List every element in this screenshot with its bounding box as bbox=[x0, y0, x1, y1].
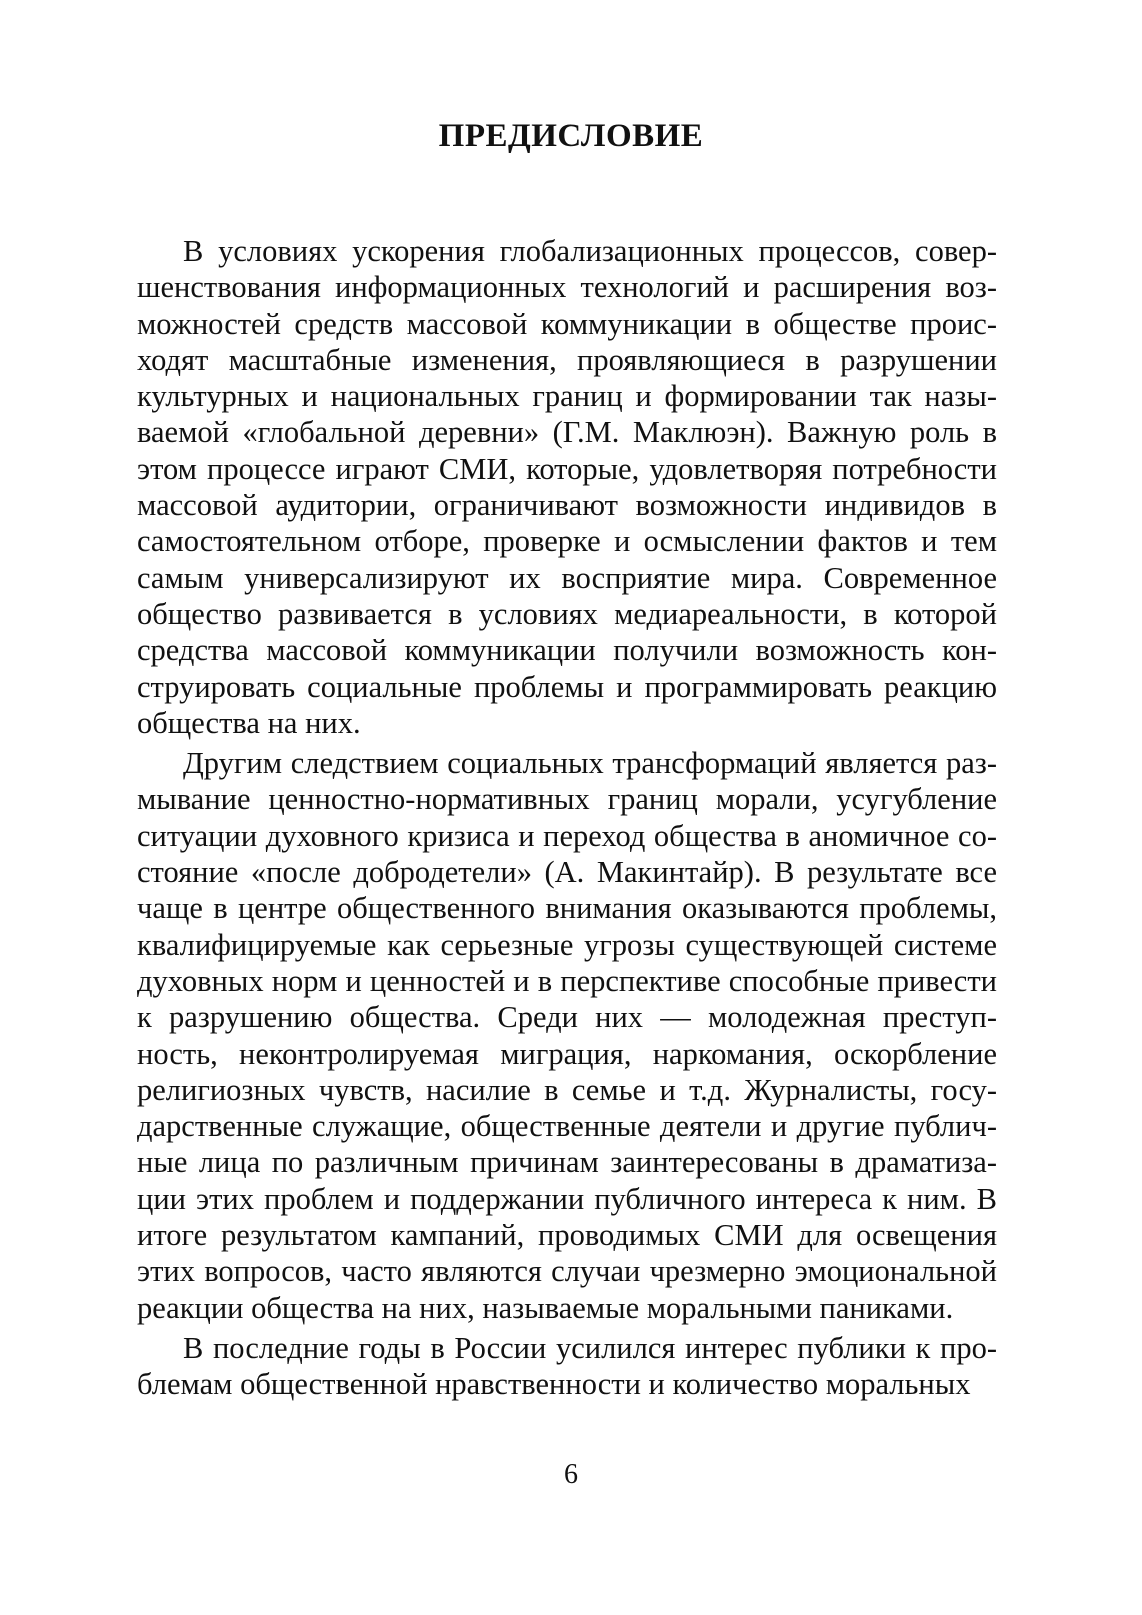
paragraph-2: Другим следствием социальных трансформаций является размывание ценностно-нормативных границ морали, усугубление ситуации духовного кризиса и переход общества в аномичное состояние «после добродетели» (А. Макинтайр). В результате все чаще в центре общественного внимания оказываются проблемы, квалифицируемые как серьезные угрозы существующей системе духовных норм и ценностей и в перспективе способные привести к разрушению общества. Среди них — молодежная преступность, неконтролируемая миграция, наркомания, оскорбление религиозных чувств, насилие в семье и т.д. Журналисты, государственные служащие, общественные деятели и другие публичные лица по различным причинам заинтересованы в драматизации этих проблем и поддержании публичного интереса к ним. В итоге результатом кампаний, проводимых СМИ для освещения этих вопросов, часто являются случаи чрезмерно эмоциональной реакции общества на них, называемые моральными паниками. bbox=[137, 746, 997, 1325]
paragraph-3: В последние годы в России усилился интерес публики к проблемам общественной нравственности и количество моральных bbox=[137, 1330, 997, 1402]
paragraph-1: В условиях ускорения глобализационных процессов, совершенствования информационных технологий и расширения возможностей средств массовой коммуникации в обществе происходят масштабные изменения, проявляющиеся в разрушении культурных и национальных границ и формировании так называемой «глобальной деревни» (Г.М. Маклюэн). Важную роль в этом процессе играют СМИ, которые, удовлетворяя потребности массовой аудитории, ограничивают возможности индивидов в самостоятельном отборе, проверке и осмыслении фактов и тем самым универсализируют их восприятие мира. Современное общество развивается в условиях медиареальности, в которой средства массовой коммуникации получили возможность конструировать социальные проблемы и программировать реакцию общества на них. bbox=[137, 234, 997, 740]
page-number: 6 bbox=[564, 1459, 578, 1490]
body-text bbox=[137, 233, 997, 1403]
page-title: ПРЕДИСЛОВИЕ bbox=[438, 118, 704, 154]
